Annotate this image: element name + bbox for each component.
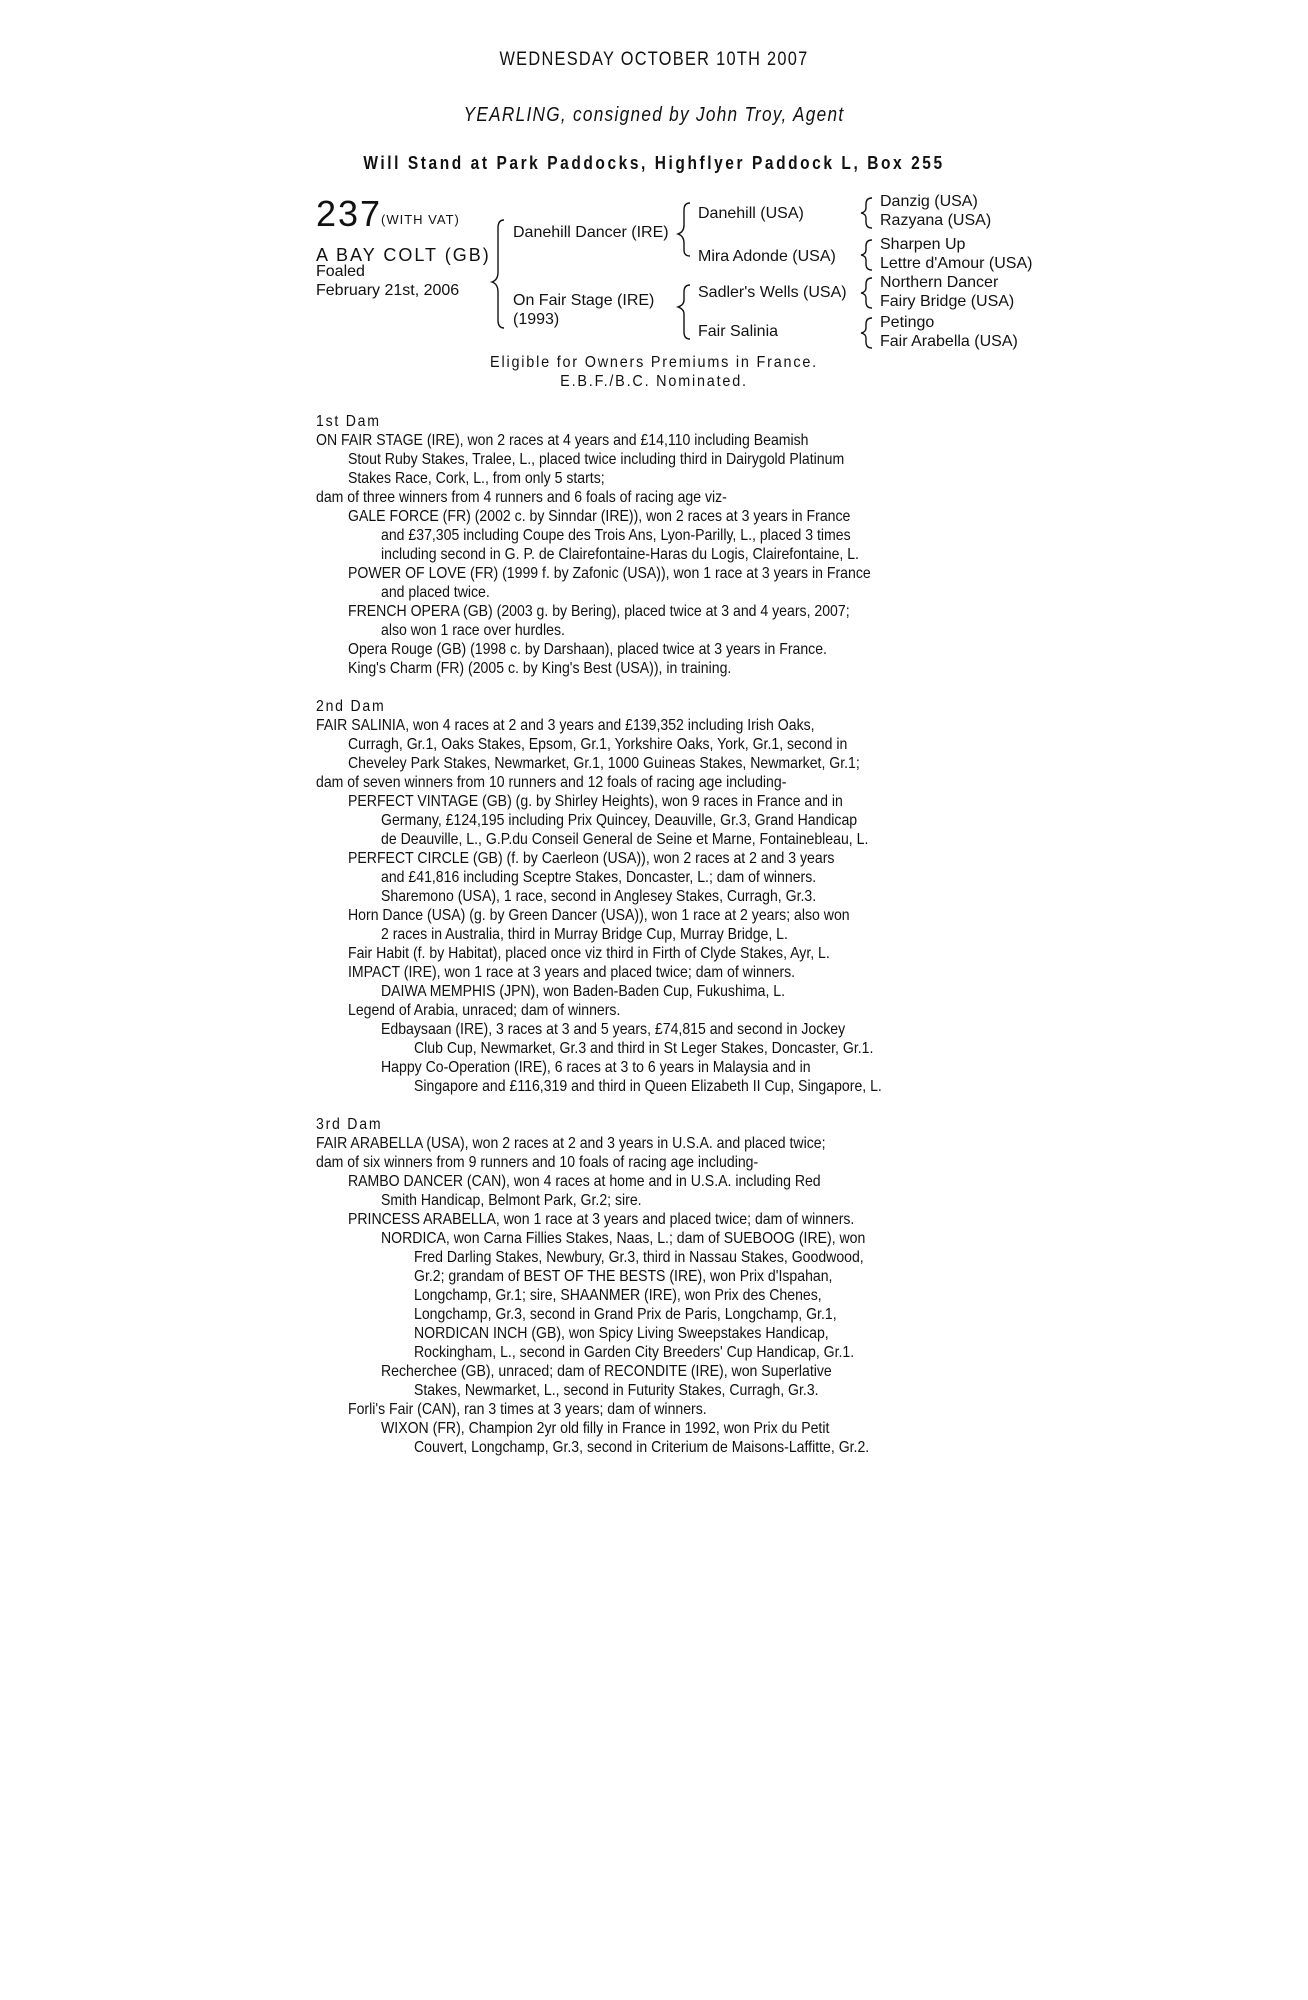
stand-location: Will Stand at Park Paddocks, Highflyer Paddock L, Box 255 bbox=[363, 153, 945, 173]
dam-heading: 1st Dam bbox=[316, 413, 381, 430]
note-line: Recherchee (GB), unraced; dam of RECONDITE (IRE), won Superlative bbox=[381, 1363, 832, 1380]
lot-number: 237 bbox=[316, 193, 383, 234]
pedigree-dam-sire: Sadler's Wells (USA) bbox=[698, 284, 847, 301]
pedigree-gen3-8: Fair Arabella (USA) bbox=[880, 333, 1018, 350]
pedigree-gen3-1: Danzig (USA) bbox=[880, 193, 978, 210]
note-line: and placed twice. bbox=[381, 584, 490, 601]
note-line: dam of three winners from 4 runners and 6 foals of racing age viz- bbox=[316, 489, 727, 506]
note-line: Opera Rouge (GB) (1998 c. by Darshaan), placed twice at 3 years in France. bbox=[348, 641, 827, 658]
note-line: also won 1 race over hurdles. bbox=[381, 622, 565, 639]
note-line: PERFECT VINTAGE (GB) (g. by Shirley Heights), won 9 races in France and in bbox=[348, 793, 843, 810]
consignment-line: YEARLING, consigned by John Troy, Agent bbox=[463, 104, 845, 126]
note-line: GALE FORCE (FR) (2002 c. by Sinndar (IRE)), won 2 races at 3 years in France bbox=[348, 508, 851, 525]
pedigree-sire-dam: Mira Adonde (USA) bbox=[698, 248, 836, 265]
pedigree-gen3-2: Razyana (USA) bbox=[880, 212, 992, 229]
note-line: Edbaysaan (IRE), 3 races at 3 and 5 years, £74,815 and second in Jockey bbox=[381, 1021, 846, 1038]
note-line: POWER OF LOVE (FR) (1999 f. by Zafonic (USA)), won 1 race at 3 years in France bbox=[348, 565, 871, 582]
note-line: Stakes Race, Cork, L., from only 5 starts; bbox=[348, 470, 605, 487]
note-line: Longchamp, Gr.3, second in Grand Prix de Paris, Longchamp, Gr.1, bbox=[414, 1306, 837, 1323]
pedigree-sire-sire: Danehill (USA) bbox=[698, 205, 804, 222]
note-line: Club Cup, Newmarket, Gr.3 and third in St Leger Stakes, Doncaster, Gr.1. bbox=[414, 1040, 874, 1057]
note-line: dam of six winners from 9 runners and 10 foals of racing age including- bbox=[316, 1154, 759, 1171]
note-line: Legend of Arabia, unraced; dam of winners. bbox=[348, 1002, 621, 1019]
vat-note: (WITH VAT) bbox=[381, 212, 460, 227]
note-line: Forli's Fair (CAN), ran 3 times at 3 years; dam of winners. bbox=[348, 1401, 707, 1418]
note-line: de Deauville, L., G.P.du Conseil General de Seine et Marne, Fontainebleau, L. bbox=[381, 831, 869, 848]
note-line: Horn Dance (USA) (g. by Green Dancer (USA)), won 1 race at 2 years; also won bbox=[348, 907, 850, 924]
foaled-date: February 21st, 2006 bbox=[316, 282, 460, 299]
note-line: NORDICAN INCH (GB), won Spicy Living Sweepstakes Handicap, bbox=[414, 1325, 829, 1342]
note-line: Singapore and £116,319 and third in Queen Elizabeth II Cup, Singapore, L. bbox=[414, 1078, 882, 1095]
note-line: IMPACT (IRE), won 1 race at 3 years and placed twice; dam of winners. bbox=[348, 964, 796, 981]
note-line: Cheveley Park Stakes, Newmarket, Gr.1, 1000 Guineas Stakes, Newmarket, Gr.1; bbox=[348, 755, 860, 772]
dam-heading: 3rd Dam bbox=[316, 1116, 383, 1133]
note-line: FAIR SALINIA, won 4 races at 2 and 3 years and £139,352 including Irish Oaks, bbox=[316, 717, 815, 734]
note-line: Longchamp, Gr.1; sire, SHAANMER (IRE), won Prix des Chenes, bbox=[414, 1287, 822, 1304]
note-line: Stout Ruby Stakes, Tralee, L., placed twice including third in Dairygold Platinum bbox=[348, 451, 845, 468]
note-line: Sharemono (USA), 1 race, second in Anglesey Stakes, Curragh, Gr.3. bbox=[381, 888, 817, 905]
note-line: PERFECT CIRCLE (GB) (f. by Caerleon (USA)), won 2 races at 2 and 3 years bbox=[348, 850, 835, 867]
horse-name: A BAY COLT (GB) bbox=[316, 245, 491, 265]
pedigree-gen3-6: Fairy Bridge (USA) bbox=[880, 293, 1015, 310]
sale-date: WEDNESDAY OCTOBER 10TH 2007 bbox=[499, 49, 809, 70]
note-line: and £37,305 including Coupe des Trois Ans, Lyon-Parilly, L., placed 3 times bbox=[381, 527, 851, 544]
note-line: Curragh, Gr.1, Oaks Stakes, Epsom, Gr.1, Yorkshire Oaks, York, Gr.1, second in bbox=[348, 736, 848, 753]
pedigree-gen3-3: Sharpen Up bbox=[880, 236, 966, 253]
ebf-note: E.B.F./B.C. Nominated. bbox=[560, 373, 748, 390]
pedigree-gen3-4: Lettre d'Amour (USA) bbox=[880, 255, 1033, 272]
note-line: Couvert, Longchamp, Gr.3, second in Criterium de Maisons-Laffitte, Gr.2. bbox=[414, 1439, 870, 1456]
note-line: Rockingham, L., second in Garden City Breeders' Cup Handicap, Gr.1. bbox=[414, 1344, 855, 1361]
dam-heading: 2nd Dam bbox=[316, 698, 386, 715]
note-line: 2 races in Australia, third in Murray Bridge Cup, Murray Bridge, L. bbox=[381, 926, 788, 943]
pedigree-sire: Danehill Dancer (IRE) bbox=[513, 224, 669, 241]
note-line: PRINCESS ARABELLA, won 1 race at 3 years and placed twice; dam of winners. bbox=[348, 1211, 855, 1228]
note-line: and £41,816 including Sceptre Stakes, Doncaster, L.; dam of winners. bbox=[381, 869, 817, 886]
pedigree-dam: On Fair Stage (IRE) bbox=[513, 292, 655, 309]
note-line: dam of seven winners from 10 runners and 12 foals of racing age including- bbox=[316, 774, 787, 791]
note-line: FAIR ARABELLA (USA), won 2 races at 2 and 3 years in U.S.A. and placed twice; bbox=[316, 1135, 826, 1152]
note-line: Fair Habit (f. by Habitat), placed once viz third in Firth of Clyde Stakes, Ayr, L. bbox=[348, 945, 830, 962]
eligibility-note: Eligible for Owners Premiums in France. bbox=[490, 354, 818, 371]
pedigree-dam-year: (1993) bbox=[513, 311, 560, 328]
foaled-label: Foaled bbox=[316, 263, 365, 280]
note-line: WIXON (FR), Champion 2yr old filly in France in 1992, won Prix du Petit bbox=[381, 1420, 830, 1437]
note-line: NORDICA, won Carna Fillies Stakes, Naas, L.; dam of SUEBOOG (IRE), won bbox=[381, 1230, 866, 1247]
note-line: Happy Co-Operation (IRE), 6 races at 3 to 6 years in Malaysia and in bbox=[381, 1059, 811, 1076]
note-line: FRENCH OPERA (GB) (2003 g. by Bering), placed twice at 3 and 4 years, 2007; bbox=[348, 603, 850, 620]
note-line: King's Charm (FR) (2005 c. by King's Best (USA)), in training. bbox=[348, 660, 732, 677]
note-line: Fred Darling Stakes, Newbury, Gr.3, third in Nassau Stakes, Goodwood, bbox=[414, 1249, 864, 1266]
note-line: Stakes, Newmarket, L., second in Futurity Stakes, Curragh, Gr.3. bbox=[414, 1382, 819, 1399]
note-line: including second in G. P. de Clairefontaine-Haras du Logis, Clairefontaine, L. bbox=[381, 546, 859, 563]
note-line: DAIWA MEMPHIS (JPN), won Baden-Baden Cup, Fukushima, L. bbox=[381, 983, 786, 1000]
pedigree-gen3-5: Northern Dancer bbox=[880, 274, 999, 291]
note-line: RAMBO DANCER (CAN), won 4 races at home and in U.S.A. including Red bbox=[348, 1173, 821, 1190]
note-line: Smith Handicap, Belmont Park, Gr.2; sire. bbox=[381, 1192, 642, 1209]
pedigree-gen3-7: Petingo bbox=[880, 314, 935, 331]
note-line: Germany, £124,195 including Prix Quincey, Deauville, Gr.3, Grand Handicap bbox=[381, 812, 858, 829]
note-line: Gr.2; grandam of BEST OF THE BESTS (IRE), won Prix d'Ispahan, bbox=[414, 1268, 833, 1285]
note-line: ON FAIR STAGE (IRE), won 2 races at 4 years and £14,110 including Beamish bbox=[316, 432, 809, 449]
pedigree-dam-dam: Fair Salinia bbox=[698, 323, 779, 340]
